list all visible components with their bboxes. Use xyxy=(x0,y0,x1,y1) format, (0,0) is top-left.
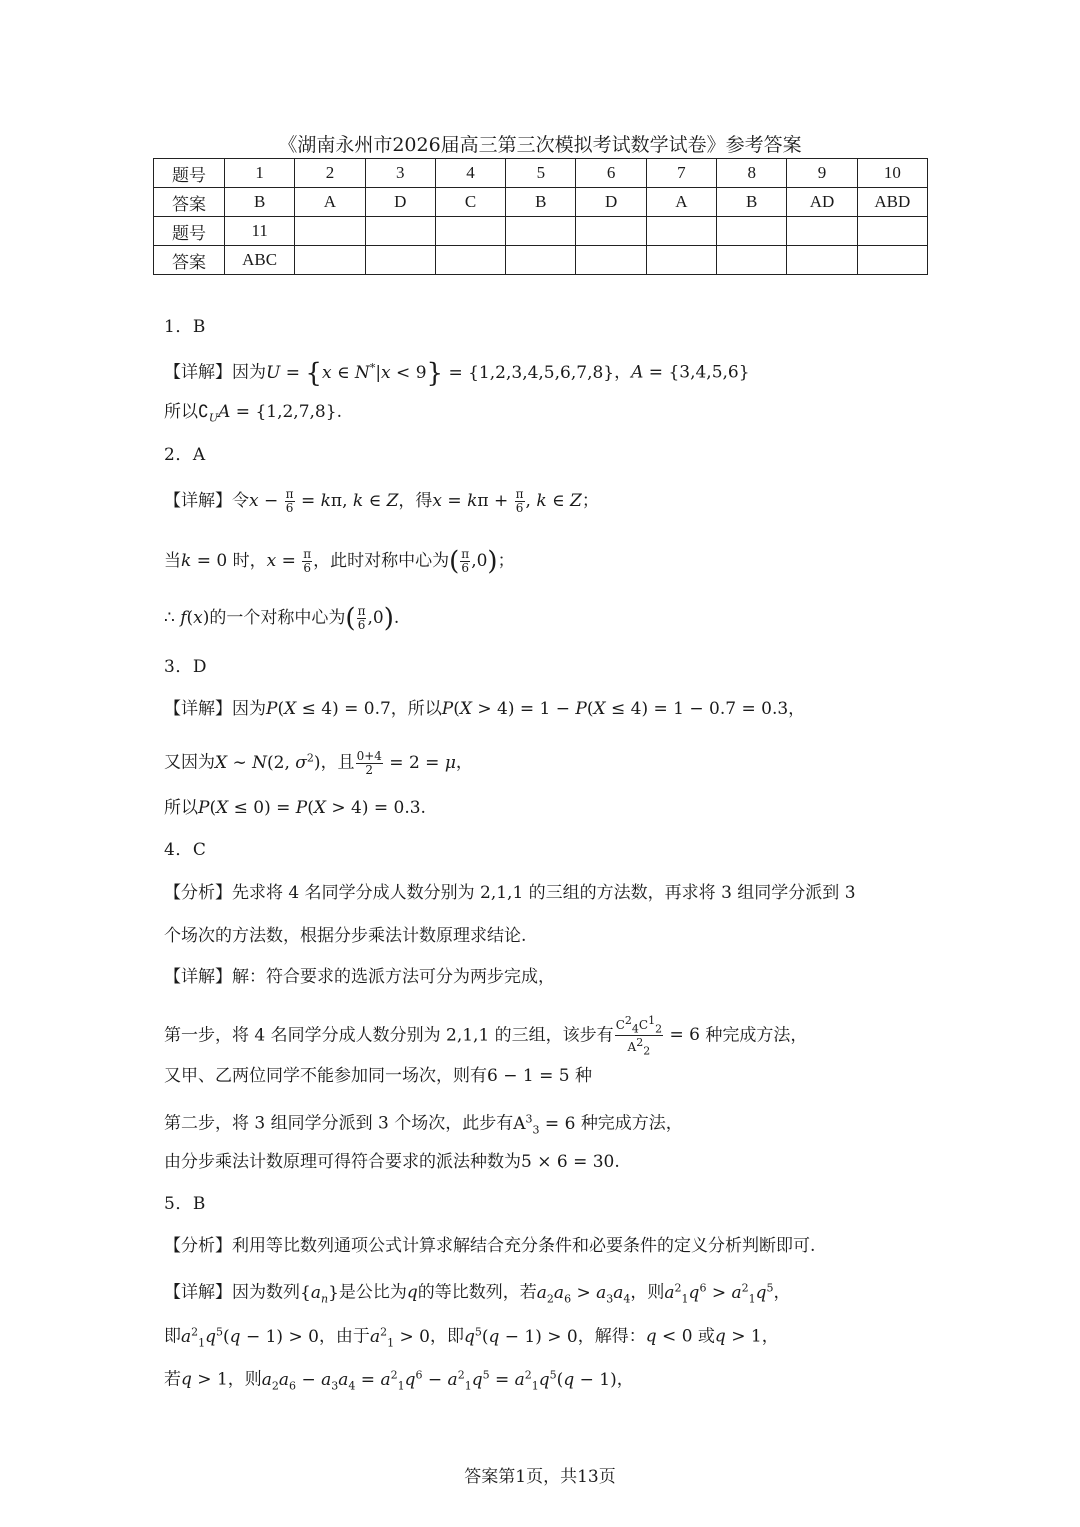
table-cell: C xyxy=(435,188,505,217)
solution-line xyxy=(164,1107,683,1142)
math-formula: $A^3_3 = 6$ xyxy=(513,1112,576,1137)
math-formula: X ∼ N(2, $\sigma^2$) xyxy=(215,751,321,773)
math-formula: $a^2_1q^6 > a^2_1q^5$ xyxy=(664,1281,774,1306)
math-formula: P(X ≤ 0) = P(X > 4) = 0.3 xyxy=(198,798,421,818)
solution-line xyxy=(164,796,426,820)
text: 即 xyxy=(164,1326,181,1347)
text: 若 xyxy=(164,1369,181,1390)
solution-line xyxy=(164,1014,807,1058)
text: ，所以 xyxy=(390,699,442,719)
text: 所以 xyxy=(164,798,198,818)
table-cell xyxy=(295,217,365,246)
solution-line xyxy=(164,1064,592,1088)
text: ，则 xyxy=(630,1282,665,1303)
table-cell xyxy=(787,217,857,246)
math-formula: $a^2_1q^5(q - 1) > 0$ xyxy=(181,1325,319,1350)
math-formula: U = {x ∈ N*|x < 9} = {1,2,3,4,5,6,7,8} xyxy=(266,358,615,389)
text: 当 xyxy=(164,551,181,571)
solution-line: 个场次的方法数，根据分步乘法计数原理求结论. xyxy=(164,926,527,946)
table-cell xyxy=(365,246,435,275)
text: ， xyxy=(761,1326,779,1347)
table-row xyxy=(154,217,928,246)
text: ，由于 xyxy=(318,1326,370,1347)
table-cell: B xyxy=(506,188,576,217)
text: 或 xyxy=(697,1326,715,1347)
answer-table xyxy=(153,158,928,275)
text: 令 xyxy=(232,491,249,511)
math-formula: A = {3,4,5,6} xyxy=(631,362,750,383)
math-formula: $\{a_n\}$ xyxy=(300,1282,339,1306)
solution-line xyxy=(164,746,473,777)
math-formula: P(X ≤ 4) = 0.7 xyxy=(266,699,391,719)
math-formula: q xyxy=(406,1282,418,1303)
math-formula: 6 − 1 = 5 xyxy=(487,1066,570,1086)
table-cell: 1 xyxy=(225,159,295,188)
row-label: 题号 xyxy=(154,217,225,246)
solution-line xyxy=(164,548,515,575)
solution-line xyxy=(164,1363,634,1398)
text: ， xyxy=(614,362,632,383)
table-cell: 10 xyxy=(857,159,927,188)
row-label: 答案 xyxy=(154,246,225,275)
text: 种完成方法， xyxy=(580,1113,683,1134)
table-cell xyxy=(506,217,576,246)
page-footer: 答案第1页，共13页 xyxy=(464,1467,616,1487)
question-number: 3．D xyxy=(164,657,207,677)
table-cell: 3 xyxy=(365,159,435,188)
question-number: 4．C xyxy=(164,840,207,860)
math-formula: $∁_UA = \{1,2,7,8\}$ xyxy=(198,402,337,425)
math-formula: q > 1 xyxy=(714,1326,762,1347)
math-formula: f(x) xyxy=(180,608,210,628)
table-cell xyxy=(787,246,857,275)
section-tag: 【详解】 xyxy=(164,699,232,719)
question-number: 1．B xyxy=(164,317,206,337)
table-cell xyxy=(576,246,646,275)
math-formula: ( $\frac{\pi}{6}$ ,0) xyxy=(345,603,394,634)
math-formula: $a^2_1 > 0$ xyxy=(369,1325,430,1350)
table-cell: A xyxy=(646,188,716,217)
solution-line xyxy=(164,605,399,632)
text: 因为 xyxy=(232,699,266,719)
text: ，此时对称中心为 xyxy=(313,551,450,571)
table-cell xyxy=(857,246,927,275)
text: 又因为 xyxy=(164,752,215,773)
text: ； xyxy=(581,491,599,511)
page-title: 《湖南永州市2026届高三第三次模拟考试数学试卷》参考答案 xyxy=(278,134,802,156)
text: . xyxy=(614,1152,620,1172)
table-row xyxy=(154,246,928,275)
row-label: 题号 xyxy=(154,159,225,188)
table-cell: B xyxy=(225,188,295,217)
text: 时， xyxy=(232,551,267,571)
table-cell: AD xyxy=(787,188,857,217)
solution-line xyxy=(164,400,342,430)
text: ， xyxy=(455,752,473,773)
math-formula: q > 1 xyxy=(181,1369,228,1390)
table-cell: B xyxy=(717,188,787,217)
math-formula: $\frac{0+4}{2}$ = 2 = μ xyxy=(356,748,456,777)
math-formula: x = kπ + $\frac{\pi}{6}$ , k ∈ Z xyxy=(432,487,582,515)
solution-line xyxy=(164,1320,779,1355)
table-row xyxy=(154,159,928,188)
table-cell: A xyxy=(295,188,365,217)
text: ，则 xyxy=(227,1369,262,1390)
text: 的等比数列，若 xyxy=(417,1282,537,1303)
solution-line xyxy=(164,488,599,515)
math-formula: x = $\frac{\pi}{6}$ xyxy=(266,547,312,575)
solution-line: 【详解】解：符合要求的选派方法可分为两步完成， xyxy=(164,967,555,987)
table-cell xyxy=(717,246,787,275)
table-cell: 9 xyxy=(787,159,857,188)
solution-line: 【分析】利用等比数列通项公式计算求解结合充分条件和必要条件的定义分析判断即可. xyxy=(164,1236,816,1256)
text: ，解得： xyxy=(577,1326,646,1347)
text: . xyxy=(393,608,400,628)
table-cell xyxy=(435,217,505,246)
solution-line xyxy=(164,356,750,389)
question-number: 2．A xyxy=(164,445,206,465)
math-formula: $a_2a_6 > a_3a_4$ xyxy=(536,1282,631,1306)
row-label: 答案 xyxy=(154,188,225,217)
text: 所以 xyxy=(164,402,198,422)
math-formula: x − $\frac{\pi}{6}$ = kπ, k ∈ Z xyxy=(249,487,399,515)
math-formula: ( $\frac{\pi}{6}$ ,0) xyxy=(449,546,498,577)
text: 种完成方法， xyxy=(705,1025,808,1046)
text: . xyxy=(420,798,426,818)
solution-line: 【分析】先求将 4 名同学分成人数分别为 2,1,1 的三组的方法数，再求将 3 组同学分派到 3 xyxy=(164,883,856,903)
table-cell: 4 xyxy=(435,159,505,188)
table-cell xyxy=(646,217,716,246)
text: ， xyxy=(616,1369,634,1390)
section-tag: 【详解】 xyxy=(164,491,232,511)
math-formula: q < 0 xyxy=(645,1326,693,1347)
math-formula: k = 0 xyxy=(181,551,228,571)
table-cell: 8 xyxy=(717,159,787,188)
table-cell xyxy=(295,246,365,275)
table-cell: 7 xyxy=(646,159,716,188)
table-cell: 2 xyxy=(295,159,365,188)
table-cell xyxy=(717,217,787,246)
text: 又甲、乙两位同学不能参加同一场次，则有 xyxy=(164,1066,487,1086)
text: ∴ xyxy=(164,608,175,628)
table-cell: 6 xyxy=(576,159,646,188)
solution-line xyxy=(164,1276,791,1311)
solution-line xyxy=(164,697,805,721)
text: 因为数列 xyxy=(232,1282,300,1303)
math-formula: $q^5(q - 1) > 0$ xyxy=(463,1325,578,1347)
section-tag: 【详解】 xyxy=(164,362,232,383)
text: . xyxy=(336,402,342,422)
text: ， xyxy=(773,1282,791,1303)
table-cell: ABC xyxy=(225,246,295,275)
solution-line xyxy=(164,1150,620,1174)
table-row xyxy=(154,188,928,217)
table-cell xyxy=(506,246,576,275)
section-tag: 【详解】 xyxy=(164,1282,232,1303)
text: 种 xyxy=(574,1066,592,1086)
text: ； xyxy=(497,551,515,571)
table-cell xyxy=(646,246,716,275)
table-cell: D xyxy=(365,188,435,217)
text: 由分步乘法计数原理可得符合要求的派法种数为 xyxy=(164,1152,521,1172)
question-number: 5．B xyxy=(164,1194,206,1214)
text: 的一个对称中心为 xyxy=(209,608,346,628)
text: ，且 xyxy=(320,752,355,773)
table-cell xyxy=(435,246,505,275)
table-cell: 5 xyxy=(506,159,576,188)
text: ，得 xyxy=(398,491,433,511)
text: 是公比为 xyxy=(338,1282,407,1303)
table-cell: D xyxy=(576,188,646,217)
math-formula: 5 × 6 = 30 xyxy=(521,1152,615,1172)
math-formula: $a_2a_6 - a_3a_4 = a^2_1q^6 - a^2_1q^5 = a^2_1q^5(q - 1)$ xyxy=(261,1368,617,1393)
text: ， xyxy=(788,699,806,719)
table-cell xyxy=(857,217,927,246)
table-cell xyxy=(365,217,435,246)
text: 因为 xyxy=(232,362,266,383)
text: ，即 xyxy=(429,1326,464,1347)
math-formula: P(X > 4) = 1 − P(X ≤ 4) = 1 − 0.7 = 0.3 xyxy=(441,699,789,719)
table-cell xyxy=(576,217,646,246)
math-formula: $\frac{C^2_4C^1_2}{A^2_2}$ = 6 xyxy=(615,1014,700,1058)
text: 第二步，将 3 组同学分派到 3 个场次，此步有 xyxy=(164,1113,514,1134)
text: 第一步，将 4 名同学分成人数分别为 2,1,1 的三组，该步有 xyxy=(164,1025,614,1046)
table-cell: ABD xyxy=(857,188,927,217)
table-cell: 11 xyxy=(225,217,295,246)
